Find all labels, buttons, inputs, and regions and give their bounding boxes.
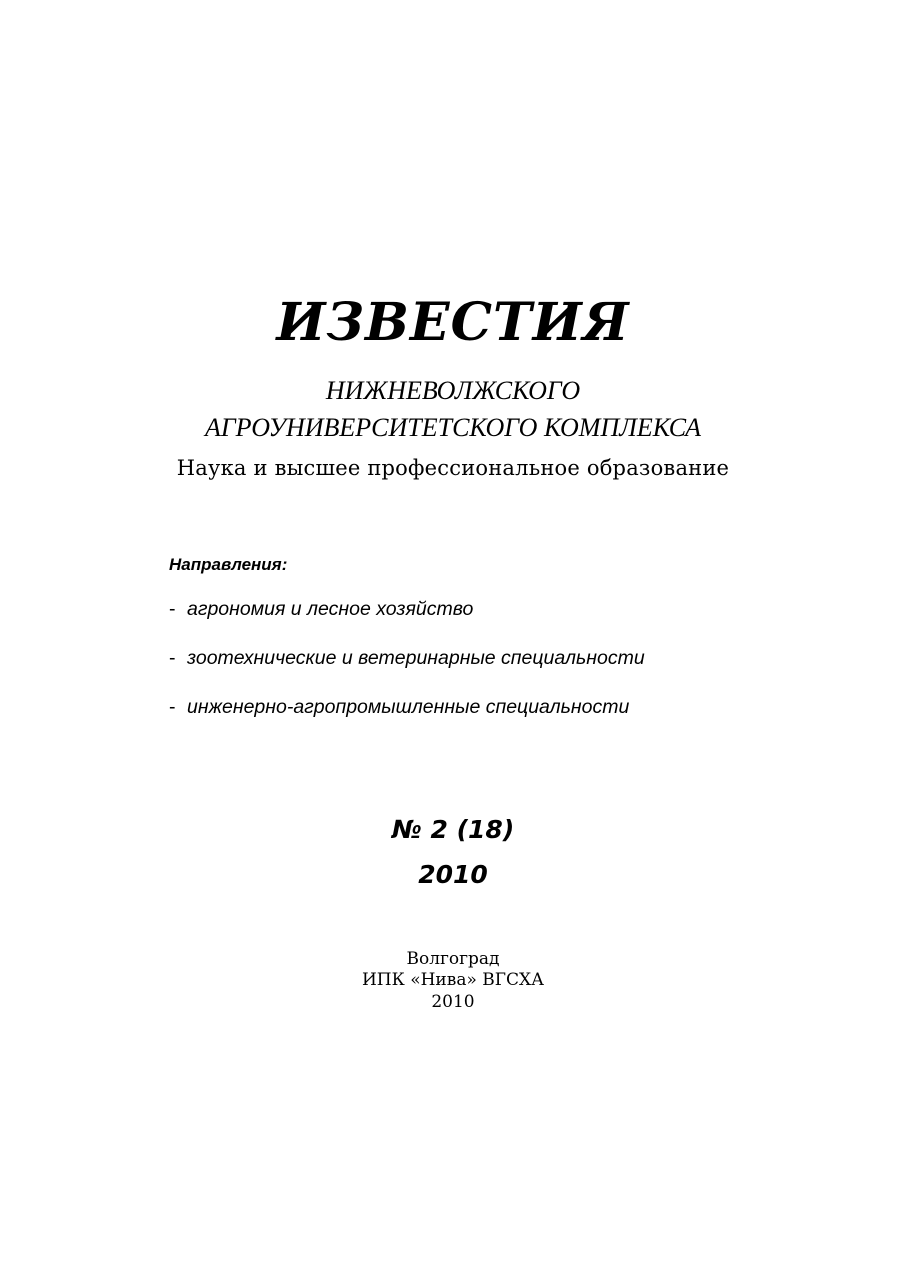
directions-section (169, 553, 645, 718)
directions-list-item (169, 694, 629, 720)
direction-label: инженерно-агропромышленные специальности (187, 696, 630, 718)
journal-subtitle-line-2: АГРОУНИВЕРСИТЕТСКОГО КОМПЛЕКСА (204, 413, 701, 442)
imprint-year: 2010 (431, 992, 475, 1012)
directions-list-item (169, 596, 473, 622)
directions-heading: Направления: (169, 555, 288, 574)
dash-bullet-icon: - (169, 647, 176, 669)
issue-number: № 2 (18) (391, 815, 515, 844)
directions-list-item (169, 645, 645, 671)
issue-year: 2010 (418, 860, 488, 889)
journal-tagline: Наука и высшее профессиональное образование (176, 456, 730, 480)
imprint-city: Волгоград (406, 949, 500, 969)
dash-bullet-icon: - (169, 696, 176, 718)
journal-title: ИЗВЕСТИЯ (276, 292, 630, 353)
journal-subtitle-line-1: НИЖНЕВОЛЖСКОГО (325, 376, 581, 405)
direction-label: агрономия и лесное хозяйство (187, 598, 474, 620)
imprint-publisher: ИПК «Нива» ВГСХА (361, 970, 544, 990)
direction-label: зоотехнические и ветеринарные специальности (187, 647, 645, 669)
dash-bullet-icon: - (169, 598, 176, 620)
